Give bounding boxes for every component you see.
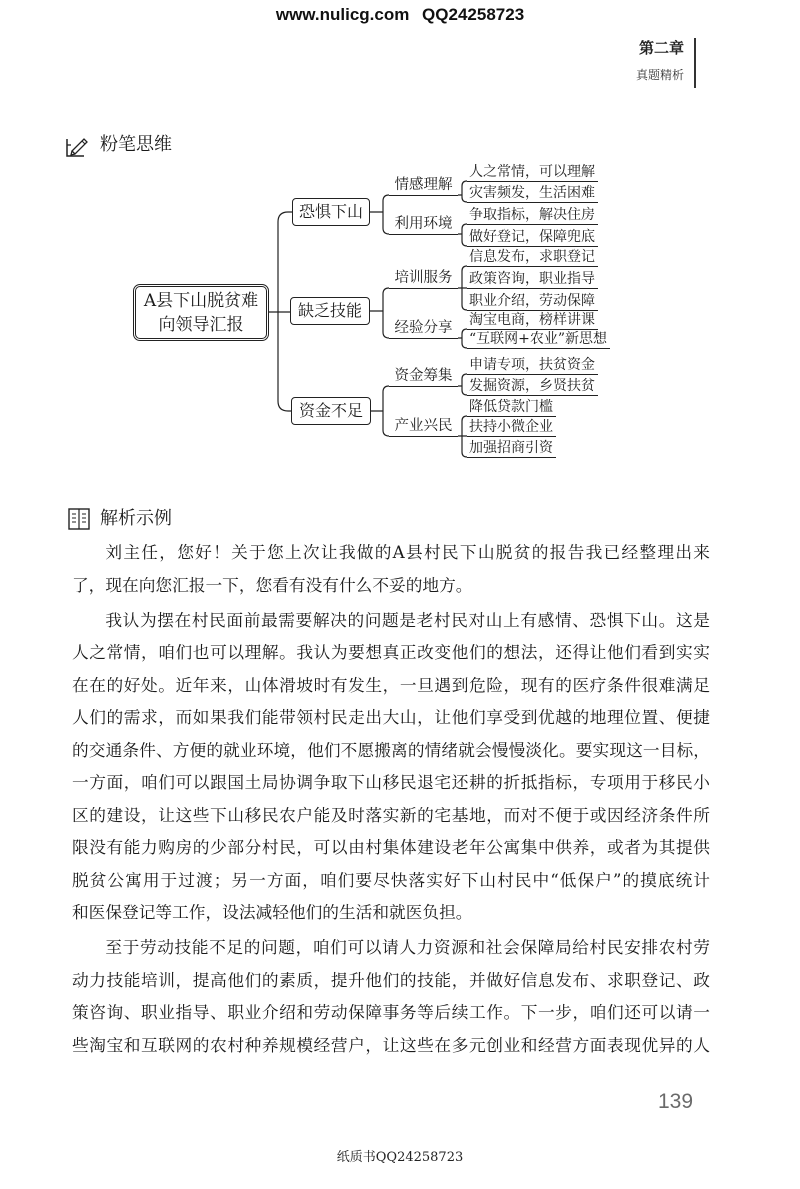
leaf-node: 发掘资源，乡贤扶贫 <box>467 377 598 396</box>
section-title-analysis: 解析示例 <box>100 508 172 529</box>
sub-node: 培训服务 <box>389 269 458 289</box>
connector-root-branch-0 <box>278 212 292 312</box>
text-line: 在在的好处。近年来，山体滑坡时有发生，一旦遇到危险，现有的医疗条件很难满足 <box>72 674 710 695</box>
branch-node: 恐惧下山 <box>292 198 370 226</box>
analysis-text <box>72 536 710 1061</box>
leaf-node: 争取指标，解决住房 <box>467 206 598 225</box>
text-line: 刘主任，您好！关于您上次让我做的A县村民下山脱贫的报告我已经整理出来 <box>105 542 710 562</box>
paragraph <box>72 536 710 601</box>
text-line: 一方面，咱们可以跟国土局协调争取下山移民退宅还耕的折抵指标，专项用于移民小 <box>72 772 710 792</box>
text-line: 的交通条件、方便的就业环境，他们不愿搬离的情绪就会慢慢淡化。要实现这一目标， <box>72 739 710 760</box>
root-line-1: A县下山脱贫难 <box>143 290 259 311</box>
text-line: 些淘宝和互联网的农村种养规模经营户，让这些在多元创业和经营方面表现优异的人 <box>72 1034 710 1055</box>
page-number: 139 <box>658 1090 694 1113</box>
text-line: 人之常情，咱们也可以理解。我认为要想真正改变他们的想法，还得让他们看到实实 <box>72 642 710 662</box>
connector-b0-s0-leaves <box>458 181 467 202</box>
leaf-node: 降低贷款门槛 <box>467 398 556 417</box>
leaf-node: 做好登记，保障兜底 <box>467 228 598 247</box>
connector-b1-s0-leaves <box>458 266 467 310</box>
leaf-node: 职业介绍，劳动保障 <box>467 292 598 311</box>
connector-b0-s1-leaves <box>458 224 467 246</box>
grid-note-icon <box>67 507 91 531</box>
root-line-2: 向领导汇报 <box>158 314 244 335</box>
mind-map-root <box>133 284 269 341</box>
text-line: 至于劳动技能不足的问题，咱们可以请人力资源和社会保障局给村民安排农村劳 <box>105 937 710 957</box>
leaf-node: 人之常情，可以理解 <box>467 163 598 182</box>
site-watermark: www.nulicg.com QQ24258723 <box>275 5 525 24</box>
text-line: 了，现在向您汇报一下，您看有没有什么不妥的地方。 <box>72 574 473 595</box>
connector-b2-s1-leaves <box>458 416 467 457</box>
section-title-mindmap: 粉笔思维 <box>100 134 172 155</box>
connector-root-branch-2 <box>278 312 291 411</box>
text-line: 区的建设，让这些下山移民农户能及时落实新的宅基地，而对不便于或因经济条件所 <box>72 804 710 825</box>
leaf-node: 淘宝电商，榜样讲课 <box>467 311 598 330</box>
sub-node: 资金筹集 <box>389 367 458 387</box>
chapter-title: 第二章 <box>638 39 684 57</box>
text-line: 和医保登记等工作，设法减轻他们的生活和就医负担。 <box>72 902 473 922</box>
leaf-node: 灾害频发，生活困难 <box>467 184 598 203</box>
leaf-node: 加强招商引资 <box>467 439 556 458</box>
footer-watermark: 纸质书QQ24258723 <box>336 1150 464 1165</box>
text-line: 动力技能培训，提高他们的素质，提升他们的技能，并做好信息发布、求职登记、政 <box>72 969 710 990</box>
connector-b2-s0-leaves <box>458 374 467 395</box>
text-line: 脱贫公寓用于过渡；另一方面，咱们要尽快落实好下山村民中“低保户”的摸底统计 <box>72 869 710 890</box>
leaf-node: 申请专项，扶贫资金 <box>467 356 598 375</box>
connector-branch-0-subs <box>370 195 389 234</box>
branch-node: 缺乏技能 <box>290 297 370 325</box>
text-line: 人们的需求，而如果我们能带领村民走出大山，让他们享受到优越的地理位置、便捷 <box>72 707 710 727</box>
chapter-subtitle: 真题精析 <box>635 68 684 82</box>
sub-node: 利用环境 <box>389 215 458 235</box>
sub-node: 产业兴民 <box>389 417 458 437</box>
text-line: 我认为摆在村民面前最需要解决的问题是老村民对山上有感情、恐惧下山。这是 <box>105 609 710 630</box>
leaf-node: “互联网+农业”新思想 <box>467 330 610 349</box>
connector-branch-1-subs <box>370 288 389 338</box>
leaf-node: 信息发布，求职登记 <box>467 248 598 267</box>
connector-b1-s1-leaves <box>458 329 467 348</box>
branch-node: 资金不足 <box>291 397 371 425</box>
text-line: 限没有能力购房的少部分村民，可以由村集体建设老年公寓集中供养，或者为其提供 <box>72 837 710 857</box>
paragraph <box>72 931 710 1061</box>
text-line: 策咨询、职业指导、职业介绍和劳动保障事务等后续工作。下一步，咱们还可以请一 <box>72 1002 710 1022</box>
leaf-node: 政策咨询，职业指导 <box>467 270 598 289</box>
connector-branch-2-subs <box>370 386 389 436</box>
sub-node: 经验分享 <box>389 319 458 339</box>
leaf-node: 扶持小微企业 <box>467 418 556 437</box>
paragraph <box>72 604 710 929</box>
sub-node: 情感理解 <box>389 176 458 196</box>
